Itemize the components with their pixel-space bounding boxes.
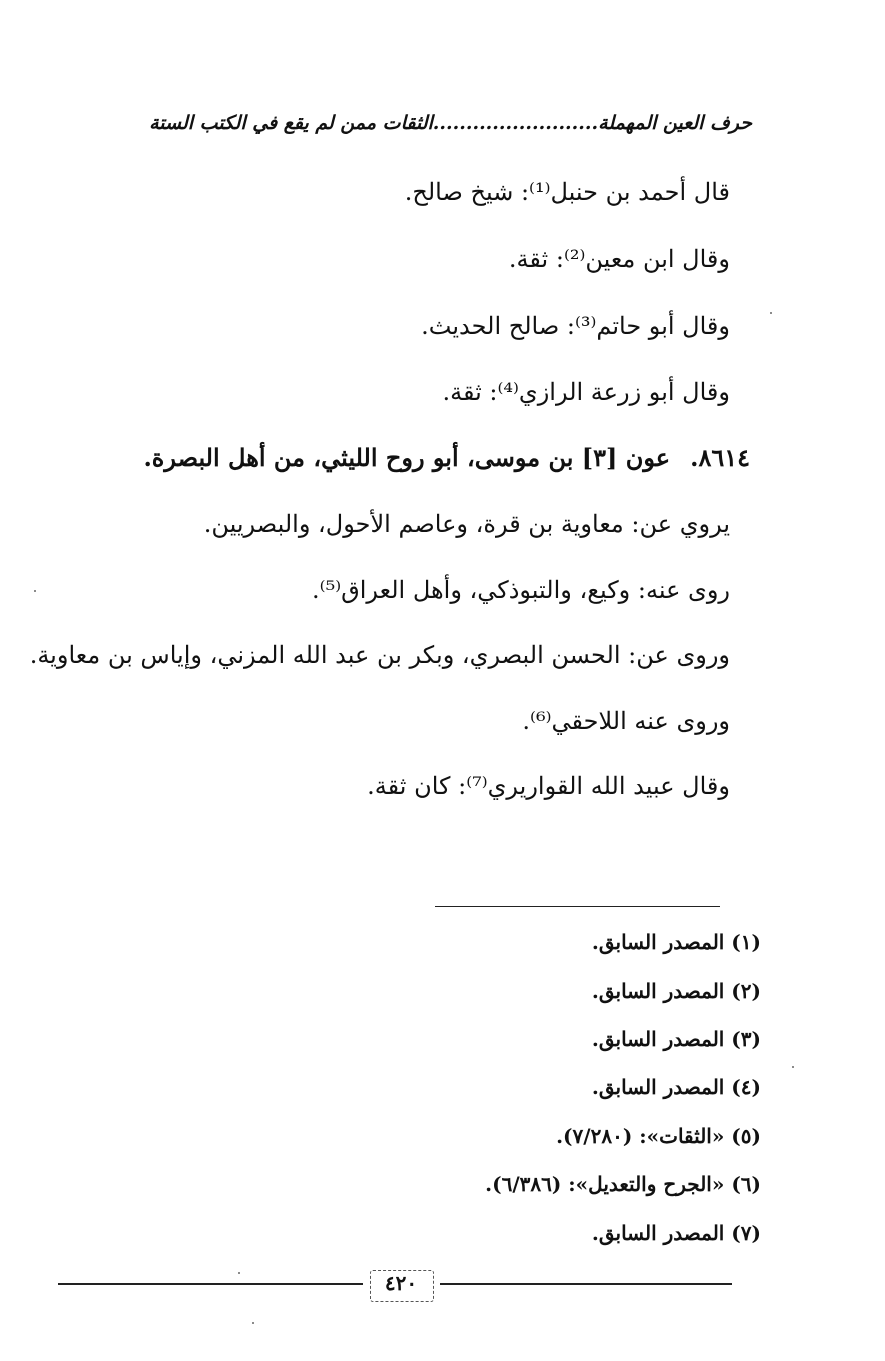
entry-line: روى عنه: وكيع، والتبوذكي، وأهل العراق⁽⁵⁾. bbox=[312, 576, 730, 604]
body-line: وقال أبو زرعة الرازي⁽⁴⁾: ثقة. bbox=[442, 378, 730, 406]
entry-line: وقال عبيد الله القواريري⁽⁷⁾: كان ثقة. bbox=[367, 772, 730, 800]
running-header: حرف العين المهملة.........................الثقات ممن لم يقع في الكتب الستة bbox=[149, 112, 752, 134]
scan-speck bbox=[770, 312, 772, 314]
footer-rule-left bbox=[58, 1283, 363, 1285]
body-line: وقال ابن معين⁽²⁾: ثقة. bbox=[508, 245, 730, 273]
footnote: (٢) المصدر السابق. bbox=[591, 979, 761, 1003]
footnote: (٥) «الثقات»: (٧/٢٨٠). bbox=[556, 1124, 761, 1148]
footer-rule-right bbox=[440, 1283, 732, 1285]
page-number bbox=[362, 1266, 440, 1306]
scan-speck bbox=[792, 1066, 794, 1068]
body-line: قال أحمد بن حنبل⁽¹⁾: شيخ صالح. bbox=[404, 178, 730, 206]
scan-speck bbox=[238, 1272, 240, 1274]
footnote-separator bbox=[435, 906, 720, 907]
footnote: (٦) «الجرح والتعديل»: (٦/٣٨٦). bbox=[485, 1172, 761, 1196]
entry-line: يروي عن: معاوية بن قرة، وعاصم الأحول، والبصريين. bbox=[203, 510, 730, 538]
footnote: (١) المصدر السابق. bbox=[591, 930, 761, 954]
entry-line: وروى عنه اللاحقي⁽⁶⁾. bbox=[522, 707, 730, 735]
scan-speck bbox=[34, 590, 36, 592]
scan-speck bbox=[252, 1322, 254, 1324]
footnote: (٤) المصدر السابق. bbox=[591, 1075, 761, 1099]
entry-number: ٨٦١٤. bbox=[690, 443, 750, 472]
entry-heading bbox=[143, 443, 750, 472]
footnote: (٧) المصدر السابق. bbox=[591, 1221, 761, 1245]
entry-line: وروى عن: الحسن البصري، وبكر بن عبد الله المزني، وإياس بن معاوية. bbox=[29, 641, 730, 669]
footnote: (٣) المصدر السابق. bbox=[591, 1027, 761, 1051]
body-line: وقال أبو حاتم⁽³⁾: صالح الحديث. bbox=[421, 312, 730, 340]
entry-title: عون [٣] بن موسى، أبو روح الليثي، من أهل البصرة. bbox=[143, 443, 671, 472]
page-number-text: ٤٢٠ bbox=[384, 1271, 418, 1295]
